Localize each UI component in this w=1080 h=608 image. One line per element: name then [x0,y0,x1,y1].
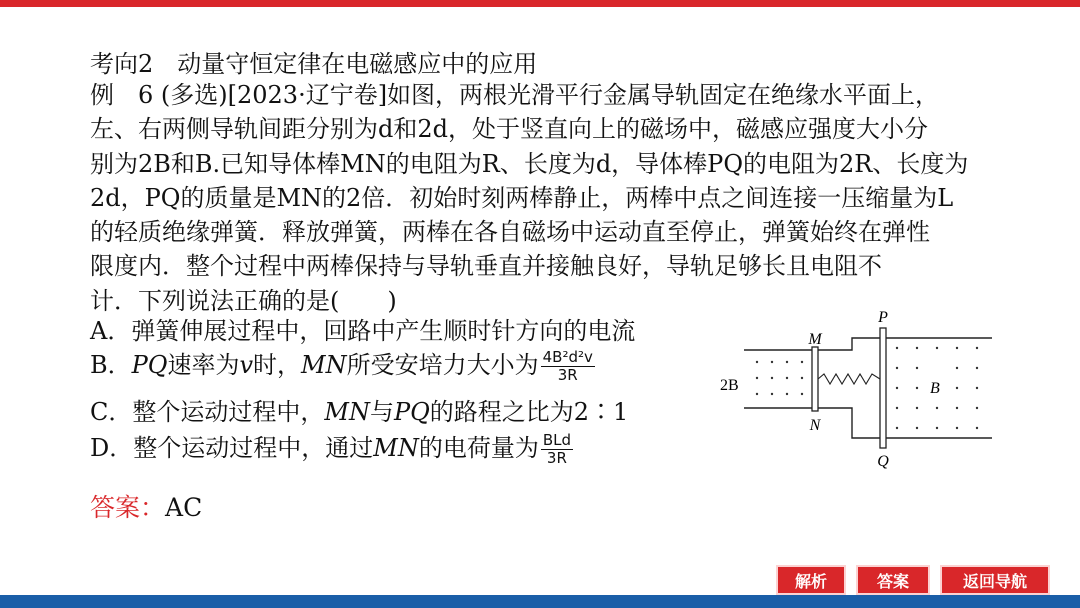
fraction-b: $\frac{\text{4B²d²v}}{3R}$ [542,348,593,384]
answer-label: 答案： [90,493,166,522]
option-a: A．弹簧伸展过程中，回路中产生顺时针方向的电流 [90,317,636,345]
rail-diagram [712,300,1012,480]
svg-text:B: B [930,380,940,397]
question-line: 别为2B和B.已知导体棒MN的电阻为R、长度为d，导体棒PQ的电阻为2R、长度为 [90,149,969,178]
svg-text:2B: 2B [720,377,739,394]
option-b: B．PQ速率为v时，MN所受安培力大小为 $\frac{\text{4B²d²v}}{3R}$ [90,348,593,384]
svg-text:M: M [808,331,822,348]
svg-text:P: P [878,309,888,326]
bottom-bar [0,595,1080,608]
fraction-d: $\frac{\text{BLd}}{3R}$ [542,431,571,467]
question-line: 例 6 (多选)[2023·辽宁卷]如图，两根光滑平行金属导轨固定在绝缘水平面上， [90,81,940,109]
question-line: 计．下列说法正确的是( ) [90,286,397,315]
option-d: D．整个运动过程中，通过MN的电荷量为 $\frac{\text{BLd}}{3R}$ [90,431,571,467]
question-line: 的轻质绝缘弹簧．释放弹簧，两棒在各自磁场中运动直至停止，弹簧始终在弹性 [90,218,930,247]
rod-mn [812,347,818,411]
spring [818,374,880,384]
answer-value: AC [165,493,203,522]
question-text [90,78,1025,318]
back-to-nav-button[interactable]: 返回导航 [940,565,1050,595]
svg-text:N: N [809,417,821,434]
question-line: 2d，PQ的质量是MN的2倍．初始时刻两棒静止，两棒中点之间连接一压缩量为L [90,183,954,212]
top-accent-bar [0,0,1080,7]
svg-text:Q: Q [877,453,889,470]
question-line: 左、右两侧导轨间距分别为d和2d，处于竖直向上的磁场中，磁感应强度大小分 [90,115,928,144]
section-title: 考向2 动量守恒定律在电磁感应中的应用 [90,50,538,78]
question-line: 限度内．整个过程中两棒保持与导轨垂直并接触良好，导轨足够长且电阻不 [90,252,882,281]
option-c: C．整个运动过程中，MN与PQ的路程之比为2∶1 [90,398,629,426]
analysis-button[interactable]: 解析 [776,565,846,595]
answer-button[interactable]: 答案 [856,565,930,595]
rod-pq [880,328,886,448]
answer-line [90,488,202,524]
